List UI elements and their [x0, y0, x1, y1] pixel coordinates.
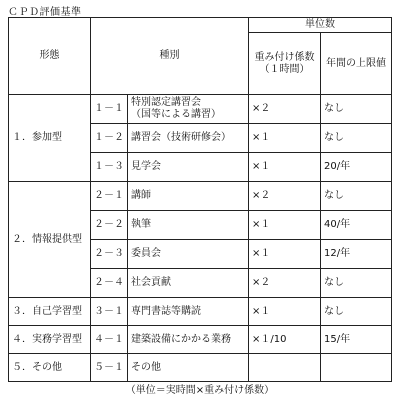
row-annual-limit: 12/年 [321, 240, 392, 269]
row-name: 講習会（技術研修会） [128, 124, 249, 153]
header-units: 単位数 [249, 18, 392, 33]
row-coefficient: ×１ [249, 124, 321, 153]
header-coefficient [249, 33, 321, 95]
group-label-information: ２．情報提供型 [9, 182, 91, 298]
row-name: 社会貢献 [128, 269, 249, 298]
header-coefficient-line2: （１時間） [259, 63, 310, 75]
group-label-participation: １．参加型 [9, 95, 91, 182]
row-name: その他 [128, 354, 249, 382]
header-annual-limit: 年間の上限値 [321, 33, 392, 95]
row-code: １－２ [91, 124, 128, 153]
row-coefficient: ×２ [249, 269, 321, 298]
cpd-criteria-table [8, 17, 392, 382]
row-coefficient [249, 354, 321, 382]
page-title: ＣＰＤ評価基準 [8, 7, 82, 18]
row-coefficient: ×１ [249, 211, 321, 240]
row-coefficient: ×１ [249, 153, 321, 182]
row-code: ２－４ [91, 269, 128, 298]
header-coefficient-line1: 重み付け係数 [254, 51, 315, 63]
row-annual-limit [321, 354, 392, 382]
row-code: ５－１ [91, 354, 128, 382]
row-code: １－１ [91, 95, 128, 124]
group-label-practical: ４．実務学習型 [9, 326, 91, 354]
row-coefficient: ×１ [249, 298, 321, 326]
row-annual-limit: なし [321, 95, 392, 124]
row-annual-limit: 20/年 [321, 153, 392, 182]
group-label-self-study: ３．自己学習型 [9, 298, 91, 326]
row-annual-limit: なし [321, 298, 392, 326]
footnote: （単位＝実時間×重み付け係数） [125, 385, 275, 396]
row-coefficient: ×２ [249, 95, 321, 124]
row-name: 見学会 [128, 153, 249, 182]
row-annual-limit: なし [321, 182, 392, 211]
row-name: 専門書誌等購読 [128, 298, 249, 326]
row-coefficient: ×２ [249, 182, 321, 211]
row-annual-limit: なし [321, 124, 392, 153]
row-name [128, 95, 249, 124]
header-form: 形態 [9, 18, 91, 95]
row-coefficient: ×１/10 [249, 326, 321, 354]
row-code: ４－１ [91, 326, 128, 354]
row-name: 執筆 [128, 211, 249, 240]
row-annual-limit: なし [321, 269, 392, 298]
row-code: ３－１ [91, 298, 128, 326]
row-name-line2: （国等による講習） [131, 109, 221, 120]
row-code: １－３ [91, 153, 128, 182]
row-name: 講師 [128, 182, 249, 211]
row-name-line1: 特別認定講習会 [131, 97, 201, 108]
row-code: ２－１ [91, 182, 128, 211]
row-name: 委員会 [128, 240, 249, 269]
row-name: 建築設備にかかる業務 [128, 326, 249, 354]
row-annual-limit: 40/年 [321, 211, 392, 240]
row-code: ２－２ [91, 211, 128, 240]
header-kind: 種別 [91, 18, 249, 95]
row-code: ２－３ [91, 240, 128, 269]
group-label-other: ５．その他 [9, 354, 91, 382]
row-coefficient: ×１ [249, 240, 321, 269]
row-annual-limit: 15/年 [321, 326, 392, 354]
